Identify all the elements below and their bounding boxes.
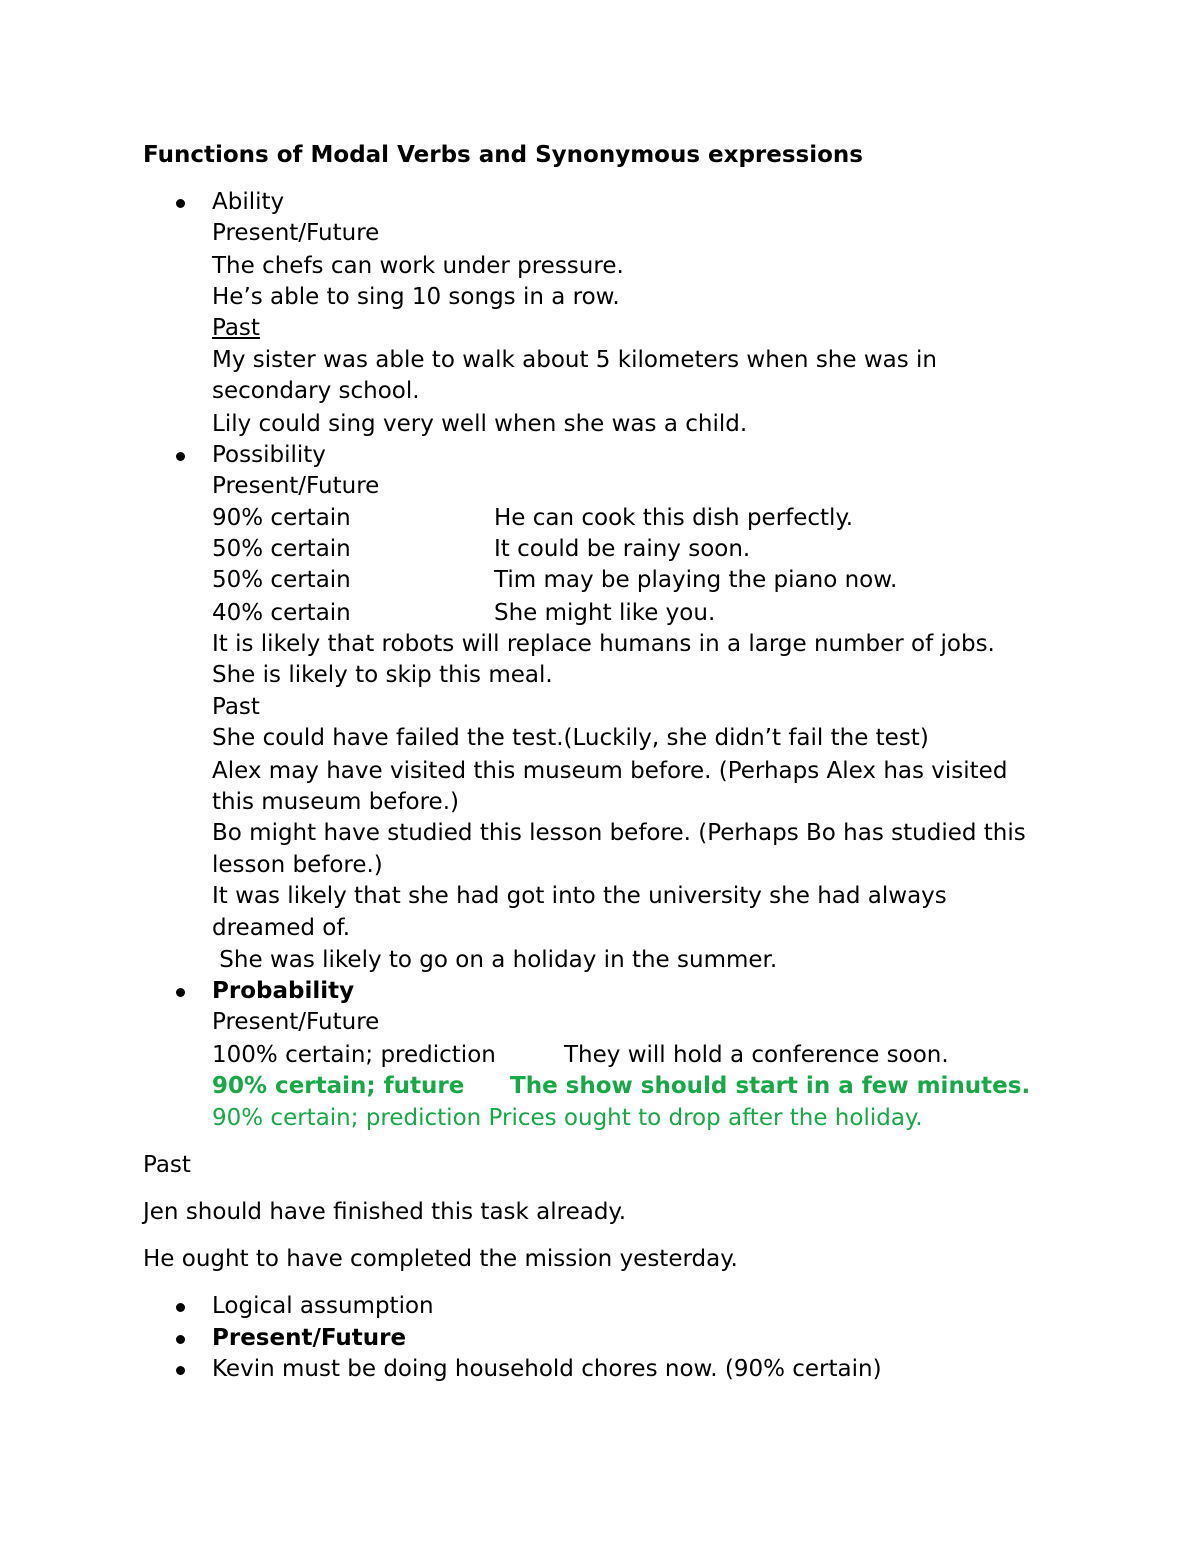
bullet-icon: [176, 1335, 185, 1344]
example-line: It is likely that robots will replace humans in a large number of jobs.: [212, 631, 995, 657]
bullet-icon: [176, 1303, 185, 1312]
bullet-icon: [176, 1366, 185, 1375]
example-line: Bo might have studied this lesson before. (Perhaps Bo has studied this: [212, 820, 1026, 846]
example-line: They will hold a conference soon.: [564, 1042, 949, 1068]
tense-label-past: Past: [143, 1152, 191, 1178]
tense-label-past: Past: [212, 694, 260, 720]
example-line: Prices ought to drop after the holiday.: [488, 1105, 923, 1131]
tense-label: Present/Future: [212, 1325, 407, 1351]
tense-label: Present/Future: [212, 1009, 380, 1035]
section-heading-logical-assumption: Logical assumption: [212, 1293, 434, 1319]
bullet-icon: [176, 199, 185, 208]
bullet-icon: [176, 988, 185, 997]
example-line: She could have failed the test.(Luckily, she didn’t fail the test): [212, 725, 929, 751]
section-heading-possibility: Possibility: [212, 442, 326, 468]
example-line: It was likely that she had got into the university she had always: [212, 883, 947, 909]
example-line: secondary school.: [212, 378, 420, 404]
example-line: this museum before.): [212, 789, 459, 815]
certainty-label: 50% certain: [212, 536, 351, 562]
example-line: Kevin must be doing household chores now. (90% certain): [212, 1356, 882, 1382]
tense-label-past: Past: [212, 315, 260, 341]
section-heading-probability: Probability: [212, 978, 355, 1004]
example-line: He can cook this dish perfectly.: [494, 505, 854, 531]
page-title: Functions of Modal Verbs and Synonymous expressions: [143, 142, 863, 168]
example-line-highlighted: The show should start in a few minutes.: [510, 1073, 1031, 1099]
certainty-and-example-highlighted: [212, 1104, 923, 1132]
example-line: She is likely to skip this meal.: [212, 662, 553, 688]
example-line: It could be rainy soon.: [494, 536, 751, 562]
example-line: Alex may have visited this museum before. (Perhaps Alex has visited: [212, 758, 1008, 784]
example-line: The chefs can work under pressure.: [212, 253, 624, 279]
example-line: He’s able to sing 10 songs in a row.: [212, 284, 620, 310]
example-line: She was likely to go on a holiday in the summer.: [212, 947, 778, 973]
certainty-label: 90% certain: [212, 505, 351, 531]
certainty-label: 100% certain; prediction: [212, 1042, 496, 1068]
example-line: lesson before.): [212, 852, 383, 878]
certainty-label: 50% certain: [212, 567, 351, 593]
example-line: She might like you.: [494, 600, 716, 626]
example-line: Jen should have finished this task already.: [143, 1199, 627, 1225]
certainty-label: 40% certain: [212, 600, 351, 626]
tense-label: Present/Future: [212, 220, 380, 246]
example-line: dreamed of.: [212, 915, 351, 941]
example-line: Tim may be playing the piano now.: [494, 567, 898, 593]
example-line: My sister was able to walk about 5 kilometers when she was in: [212, 347, 938, 373]
certainty-label: 90% certain; prediction: [212, 1105, 482, 1131]
section-heading-ability: Ability: [212, 189, 285, 215]
certainty-label-highlighted: 90% certain; future: [212, 1073, 465, 1099]
example-line: Lily could sing very well when she was a child.: [212, 411, 748, 437]
tense-label: Present/Future: [212, 473, 380, 499]
example-line: He ought to have completed the mission yesterday.: [143, 1246, 738, 1272]
bullet-icon: [176, 452, 185, 461]
